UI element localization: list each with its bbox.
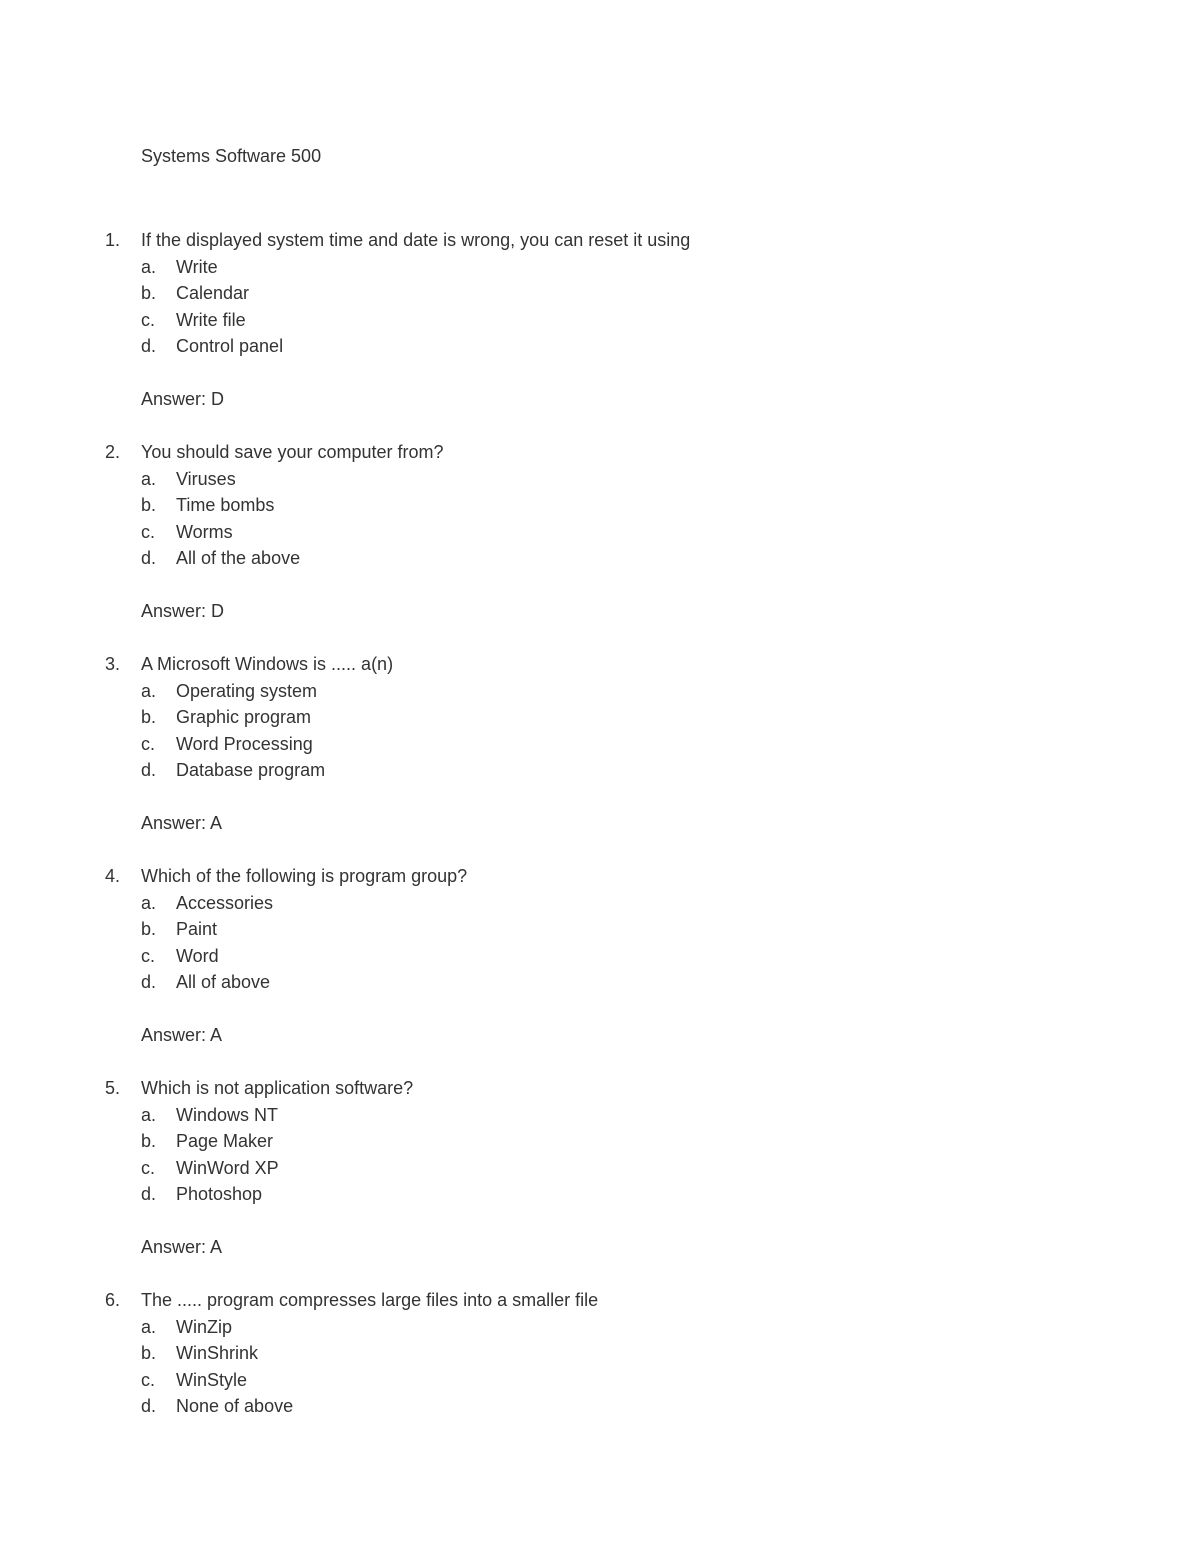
question-line bbox=[0, 439, 1200, 466]
option-item bbox=[0, 916, 1200, 943]
answer-text: Answer: D bbox=[141, 601, 225, 621]
option-text: Windows NT bbox=[176, 1104, 279, 1125]
question-number: 6. bbox=[105, 1290, 121, 1310]
question-line bbox=[0, 227, 1200, 254]
option-letter: d. bbox=[141, 336, 157, 356]
option-letter: b. bbox=[141, 919, 157, 939]
question-line bbox=[0, 651, 1200, 678]
option-letter: c. bbox=[141, 945, 156, 966]
question-number: 3. bbox=[105, 654, 121, 674]
option-item bbox=[0, 704, 1200, 731]
option-letter: d. bbox=[141, 548, 157, 568]
option-letter: a. bbox=[141, 1316, 157, 1337]
question-number: 4. bbox=[105, 866, 121, 886]
option-item bbox=[0, 545, 1200, 572]
option-letter: b. bbox=[141, 495, 157, 515]
option-item bbox=[0, 280, 1200, 307]
blank-line bbox=[0, 413, 1200, 440]
answer-line bbox=[0, 810, 1200, 837]
option-letter: c. bbox=[141, 1157, 156, 1178]
option-item bbox=[0, 1314, 1200, 1341]
option-item bbox=[0, 731, 1200, 758]
blank-line bbox=[0, 1261, 1200, 1288]
blank-line bbox=[0, 1049, 1200, 1076]
option-text: All of above bbox=[176, 972, 271, 992]
option-text: Time bombs bbox=[176, 495, 275, 515]
option-text: WinZip bbox=[176, 1316, 233, 1337]
option-text: Write bbox=[176, 256, 218, 277]
option-text: Accessories bbox=[176, 892, 274, 913]
answer-line bbox=[0, 1234, 1200, 1261]
question-text: Which is not application software? bbox=[141, 1078, 414, 1098]
answer-text: Answer: D bbox=[141, 389, 225, 409]
option-letter: d. bbox=[141, 760, 157, 780]
option-item bbox=[0, 1393, 1200, 1420]
option-item bbox=[0, 890, 1200, 917]
question-line bbox=[0, 863, 1200, 890]
question-text: A Microsoft Windows is ..... a(n) bbox=[141, 654, 394, 674]
option-item bbox=[0, 254, 1200, 281]
option-item bbox=[0, 1340, 1200, 1367]
option-text: Viruses bbox=[176, 468, 236, 489]
option-letter: a. bbox=[141, 468, 157, 489]
option-item bbox=[0, 757, 1200, 784]
option-letter: c. bbox=[141, 733, 156, 754]
option-text: None of above bbox=[176, 1396, 294, 1416]
option-letter: a. bbox=[141, 1104, 157, 1125]
document-title: Systems Software 500 bbox=[141, 146, 322, 166]
question-line bbox=[0, 1075, 1200, 1102]
option-text: Word Processing bbox=[176, 733, 313, 754]
answer-line bbox=[0, 598, 1200, 625]
option-text: All of the above bbox=[176, 548, 301, 568]
option-item bbox=[0, 519, 1200, 546]
option-item bbox=[0, 943, 1200, 970]
title-line bbox=[0, 143, 1200, 227]
option-item bbox=[0, 678, 1200, 705]
option-letter: c. bbox=[141, 521, 156, 542]
blank-line bbox=[0, 837, 1200, 864]
answer-text: Answer: A bbox=[141, 813, 223, 833]
option-item bbox=[0, 333, 1200, 360]
option-letter: d. bbox=[141, 1396, 157, 1416]
answer-line bbox=[0, 1022, 1200, 1049]
option-text: Calendar bbox=[176, 283, 250, 303]
question-number: 2. bbox=[105, 442, 121, 462]
question-text: If the displayed system time and date is wrong, you can reset it using bbox=[141, 230, 691, 250]
option-text: Page Maker bbox=[176, 1131, 274, 1151]
option-item bbox=[0, 492, 1200, 519]
option-text: WinStyle bbox=[176, 1369, 248, 1390]
option-item bbox=[0, 1128, 1200, 1155]
option-item bbox=[0, 307, 1200, 334]
answer-text: Answer: A bbox=[141, 1025, 223, 1045]
question-item bbox=[0, 1287, 1200, 1420]
option-item bbox=[0, 1181, 1200, 1208]
option-letter: b. bbox=[141, 1131, 157, 1151]
question-line bbox=[0, 1287, 1200, 1314]
option-text: Write file bbox=[176, 309, 246, 330]
option-letter: d. bbox=[141, 972, 157, 992]
blank-line bbox=[0, 360, 1200, 387]
option-text: Paint bbox=[176, 919, 218, 939]
question-number: 1. bbox=[105, 230, 121, 250]
question-list bbox=[0, 227, 1200, 1420]
blank-line bbox=[0, 784, 1200, 811]
option-item bbox=[0, 1102, 1200, 1129]
option-text: WinShrink bbox=[176, 1343, 259, 1363]
answer-text: Answer: A bbox=[141, 1237, 223, 1257]
option-letter: b. bbox=[141, 283, 157, 303]
option-letter: d. bbox=[141, 1184, 157, 1204]
option-text: Database program bbox=[176, 760, 326, 780]
option-letter: b. bbox=[141, 707, 157, 727]
option-letter: c. bbox=[141, 309, 156, 330]
option-letter: b. bbox=[141, 1343, 157, 1363]
option-letter: a. bbox=[141, 256, 157, 277]
option-text: WinWord XP bbox=[176, 1157, 279, 1178]
option-text: Control panel bbox=[176, 336, 284, 356]
blank-line bbox=[0, 572, 1200, 599]
option-text: Graphic program bbox=[176, 707, 312, 727]
question-number: 5. bbox=[105, 1078, 121, 1098]
document-page bbox=[0, 143, 1200, 1420]
question-item bbox=[0, 1075, 1200, 1287]
option-letter: a. bbox=[141, 680, 157, 701]
question-item bbox=[0, 439, 1200, 651]
option-item bbox=[0, 1155, 1200, 1182]
question-item bbox=[0, 227, 1200, 439]
question-item bbox=[0, 863, 1200, 1075]
question-item bbox=[0, 651, 1200, 863]
option-text: Operating system bbox=[176, 680, 318, 701]
option-item bbox=[0, 466, 1200, 493]
option-text: Word bbox=[176, 945, 219, 966]
blank-line bbox=[0, 996, 1200, 1023]
option-text: Photoshop bbox=[176, 1184, 263, 1204]
question-text: The ..... program compresses large files into a smaller file bbox=[141, 1290, 599, 1310]
question-text: Which of the following is program group? bbox=[141, 866, 468, 886]
option-item bbox=[0, 1367, 1200, 1394]
option-letter: c. bbox=[141, 1369, 156, 1390]
option-item bbox=[0, 969, 1200, 996]
blank-line bbox=[0, 625, 1200, 652]
question-text: You should save your computer from? bbox=[141, 442, 444, 462]
blank-line bbox=[0, 1208, 1200, 1235]
option-letter: a. bbox=[141, 892, 157, 913]
answer-line bbox=[0, 386, 1200, 413]
option-text: Worms bbox=[176, 521, 233, 542]
